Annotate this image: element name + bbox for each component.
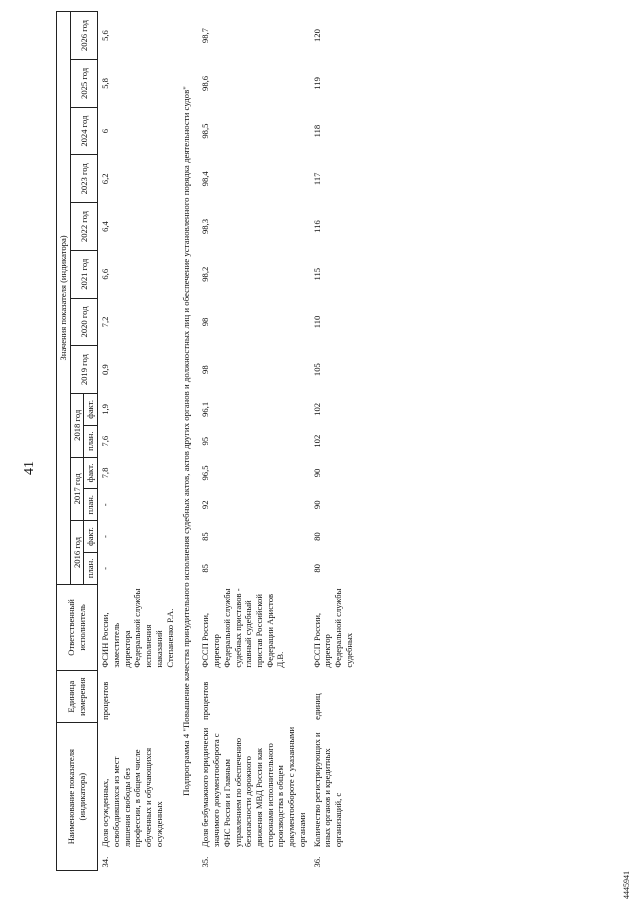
row-number: 35. [200, 856, 211, 868]
indicator-name: Доля безбумажного юридически значимого документооборота с ФНС России и Главным управлением по обеспечению безопасности дорожного движения МВД России как сторонами исполнительного производства в общем документообороте с указанными органами [200, 726, 307, 848]
value-2024: 98,5 [200, 123, 211, 139]
value-2023: 6,2 [100, 173, 111, 185]
header-responsible: Ответственный исполнитель [57, 584, 98, 670]
header-2018-fact: факт. [84, 393, 98, 425]
header-2024: 2024 год [70, 107, 97, 155]
header-2019: 2019 год [70, 346, 97, 394]
value-2017-plan: - [100, 503, 111, 507]
indicator-responsible: ФСИН России, заместитель директора Федеральной службы исполнения наказаний Степаненко Р.А. [100, 588, 175, 668]
value-2026: 120 [311, 29, 322, 42]
value-2025: 5,8 [100, 78, 111, 89]
table-row [98, 12, 178, 871]
indicator-name: Доля осужденных, освободившихся из мест лишения свободы без профессии, в общем числе обученных и обучающихся осужденных [100, 747, 164, 848]
value-2026: 98,7 [200, 28, 211, 44]
value-2022: 116 [311, 220, 322, 233]
header-name: Наименование показателя (индикатора) [57, 723, 98, 871]
value-2016-fact: 80 [311, 532, 322, 541]
header-2020: 2020 год [70, 298, 97, 346]
header-2025: 2025 год [70, 60, 97, 108]
value-2022: 6,4 [100, 221, 111, 232]
value-2019: 105 [311, 363, 322, 377]
header-values-group: Значения показателя (индикатора) [57, 12, 71, 585]
header-2018-plan: план. [84, 425, 98, 457]
header-2017-fact: факт. [84, 457, 98, 489]
value-2025: 119 [311, 77, 322, 90]
header-2016-plan: план. [84, 552, 98, 584]
value-2023: 98,4 [200, 171, 211, 187]
indicator-unit: процентов [200, 681, 211, 720]
value-2018-plan: 102 [311, 434, 322, 448]
value-2016-plan: - [100, 566, 111, 570]
value-2019: 0,9 [100, 364, 111, 376]
table-row [310, 12, 357, 871]
value-2020: 98 [200, 317, 211, 327]
header-2021: 2021 год [70, 250, 97, 298]
value-2017-plan: 92 [200, 500, 211, 510]
value-2018-fact: 1,9 [100, 404, 111, 415]
value-2021: 98,2 [200, 266, 211, 282]
header-2018: 2018 год [70, 393, 84, 457]
value-2020: 7,2 [100, 316, 111, 328]
value-2021: 115 [311, 267, 322, 281]
indicator-unit: процентов [100, 681, 111, 720]
header-2026: 2026 год [70, 12, 97, 60]
header-2017: 2017 год [70, 457, 84, 521]
value-2016-fact: 85 [200, 532, 211, 541]
page-number: 41 [22, 461, 37, 475]
header-2017-plan: план. [84, 489, 98, 521]
value-2018-fact: 102 [311, 402, 322, 416]
subprogram-title: Подпрограмма 4 "Повышение качества принудительного исполнения судебных актов, актов других органов и должностных лиц и обеспечение установленного порядка деятельности судов" [181, 86, 192, 796]
value-2023: 117 [311, 172, 322, 186]
value-2018-fact: 96,1 [200, 401, 211, 417]
value-2021: 6,6 [100, 268, 111, 280]
header-unit: Единица измерения [57, 671, 98, 723]
document-code: 4445941 [622, 871, 631, 899]
row-number: 36. [311, 856, 322, 868]
value-2017-plan: 90 [311, 500, 322, 510]
value-2019: 98 [200, 365, 211, 374]
indicators-table [56, 11, 357, 871]
indicator-name: Количество регистрирующих и иных органов и кредитных организаций, с [311, 732, 344, 848]
row-number: 34. [100, 856, 111, 868]
value-2017-fact: 7,8 [100, 467, 111, 479]
value-2026: 5,6 [100, 30, 111, 41]
value-2024: 118 [311, 124, 322, 138]
value-2017-fact: 90 [311, 468, 322, 478]
value-2025: 98,6 [200, 75, 211, 91]
table-row [198, 12, 309, 871]
value-2022: 98,3 [200, 219, 211, 235]
value-2016-plan: 80 [311, 564, 322, 573]
indicator-unit: единиц [311, 693, 322, 720]
header-2016: 2016 год [70, 521, 84, 585]
header-2016-fact: факт. [84, 521, 98, 553]
value-2016-plan: 85 [200, 564, 211, 573]
header-2022: 2022 год [70, 203, 97, 251]
subprogram-row [177, 12, 198, 871]
value-2018-plan: 95 [200, 436, 211, 446]
value-2024: 6 [100, 128, 111, 134]
value-2020: 110 [311, 315, 322, 329]
indicator-responsible: ФССП России, директор Федеральной службы судебных [311, 588, 354, 668]
value-2017-fact: 96,5 [200, 465, 211, 481]
indicator-responsible: ФССП России, директор Федеральной службы судебных приставов - главный судебный пристав Российской Федерации Аристов Д.В. [200, 588, 286, 668]
header-2023: 2023 год [70, 155, 97, 203]
value-2016-fact: - [100, 535, 111, 539]
value-2018-plan: 7,6 [100, 435, 111, 447]
